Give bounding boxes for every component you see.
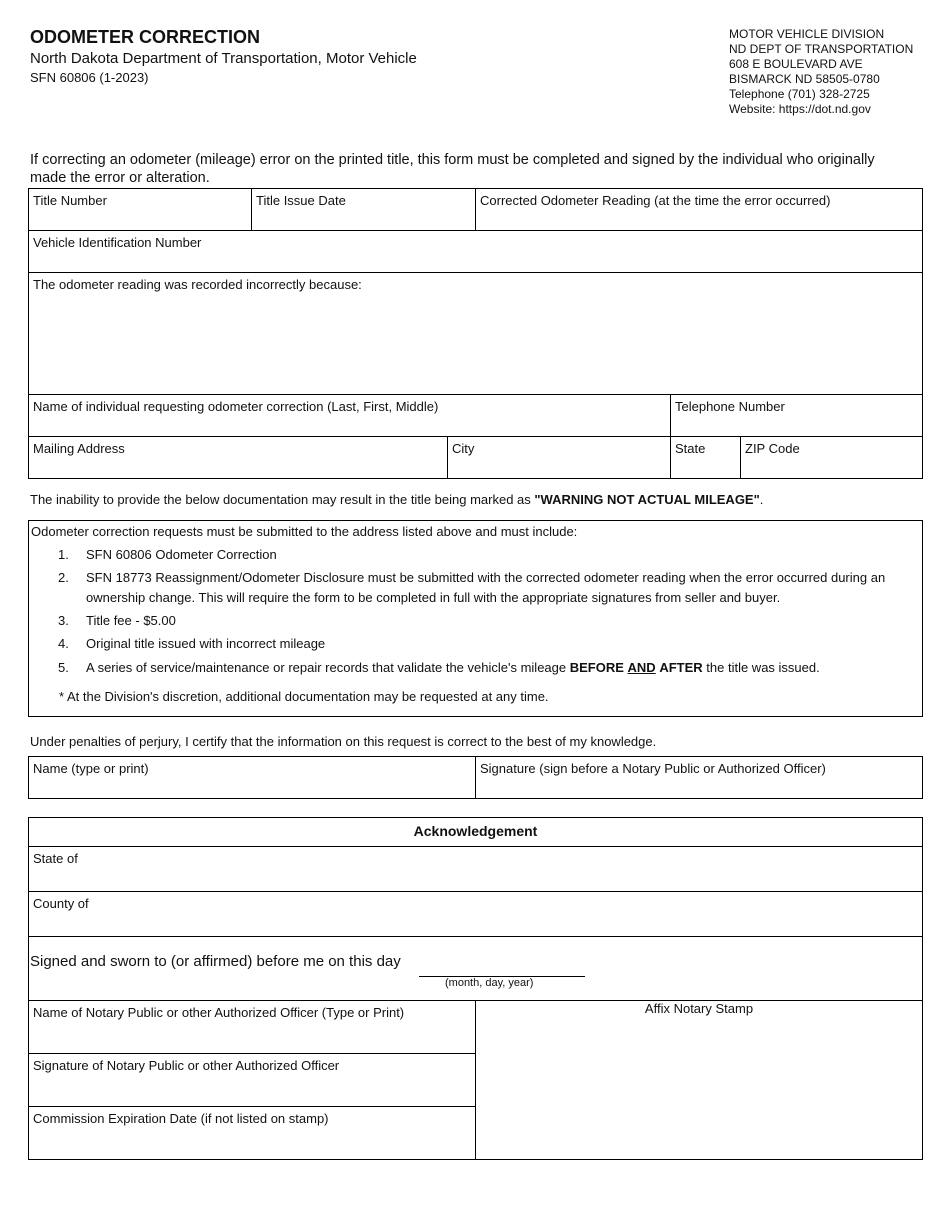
item-text-suffix: the title was issued. <box>702 660 820 675</box>
sworn-text: Signed and sworn to (or affirmed) before me on this day <box>30 953 401 970</box>
zip-label: ZIP Code <box>745 441 800 456</box>
address-phone: Telephone (701) 328-2725 <box>729 87 870 101</box>
address-line: MOTOR VEHICLE DIVISION <box>729 27 885 41</box>
item-number: 5. <box>58 660 69 675</box>
address-line: 608 E BOULEVARD AVE <box>729 57 863 71</box>
requester-name-field[interactable] <box>28 394 671 437</box>
certifier-name-label: Name (type or print) <box>33 761 149 776</box>
vin-label: Vehicle Identification Number <box>33 235 202 250</box>
documentation-heading: Odometer correction requests must be submitted to the address listed above and must include: <box>31 524 578 539</box>
documentation-footnote: * At the Division's discretion, additional documentation may be requested at any time. <box>59 689 549 704</box>
county-of-label: County of <box>33 896 89 911</box>
notary-signature-field[interactable] <box>28 1053 476 1107</box>
address-website: Website: https://dot.nd.gov <box>729 102 871 116</box>
after-emphasis: AFTER <box>659 660 703 675</box>
state-label: State <box>675 441 706 456</box>
mailing-address-label: Mailing Address <box>33 441 125 456</box>
state-of-field[interactable] <box>28 846 923 892</box>
item-number: 3. <box>58 613 69 628</box>
commission-expiration-label: Commission Expiration Date (if not listed on stamp) <box>33 1111 329 1126</box>
zip-field[interactable] <box>740 436 923 479</box>
mailing-address-field[interactable] <box>28 436 448 479</box>
item-text: Title fee - $5.00 <box>86 613 176 628</box>
item-text <box>86 658 916 678</box>
certifier-signature-label: Signature (sign before a Notary Public or Authorized Officer) <box>480 761 826 776</box>
address-line: BISMARCK ND 58505-0780 <box>729 72 880 86</box>
notary-stamp-area[interactable] <box>475 1000 923 1160</box>
requester-name-label: Name of individual requesting odometer correction (Last, First, Middle) <box>33 399 439 414</box>
item-text: SFN 60806 Odometer Correction <box>86 547 277 562</box>
warning-bold: "WARNING NOT ACTUAL MILEAGE" <box>534 492 760 507</box>
city-field[interactable] <box>447 436 671 479</box>
title-issue-date-label: Title Issue Date <box>256 193 346 208</box>
form-title: ODOMETER CORRECTION <box>30 27 261 47</box>
warning-suffix: . <box>759 492 764 507</box>
date-format-hint: (month, day, year) <box>445 977 534 989</box>
title-number-field[interactable] <box>28 188 252 231</box>
certifier-name-field[interactable] <box>28 756 476 799</box>
commission-expiration-field[interactable] <box>28 1106 476 1160</box>
item-text: Original title issued with incorrect mileage <box>86 636 326 651</box>
certifier-signature-field[interactable] <box>475 756 923 799</box>
before-emphasis: BEFORE <box>569 660 624 675</box>
documentation-box <box>28 520 923 717</box>
warning-note <box>30 492 763 507</box>
notary-signature-label: Signature of Notary Public or other Authorized Officer <box>33 1058 340 1073</box>
state-of-label: State of <box>33 851 78 866</box>
vin-field[interactable] <box>28 230 923 273</box>
address-line: ND DEPT OF TRANSPORTATION <box>729 42 914 56</box>
corrected-reading-label: Corrected Odometer Reading (at the time the error occurred) <box>480 193 831 208</box>
notary-stamp-label: Affix Notary Stamp <box>644 1001 754 1016</box>
title-number-label: Title Number <box>33 193 107 208</box>
city-label: City <box>452 441 475 456</box>
item-text: SFN 18773 Reassignment/Odometer Disclosure must be submitted with the corrected odometer reading when the error occurred during an ownership change. This will require the form to be completed in full with the appropriate signatures from seller and buyer. <box>86 570 886 605</box>
corrected-reading-field[interactable] <box>475 188 923 231</box>
telephone-field[interactable] <box>670 394 923 437</box>
form-subtitle: North Dakota Department of Transportation, Motor Vehicle <box>30 50 417 67</box>
item-number: 1. <box>58 547 69 562</box>
form-number: SFN 60806 (1-2023) <box>30 70 149 85</box>
reason-field[interactable] <box>28 272 923 395</box>
division-address <box>729 27 913 117</box>
perjury-statement: Under penalties of perjury, I certify that the information on this request is correct to the best of my knowledge. <box>30 734 657 749</box>
intro-text: If correcting an odometer (mileage) error on the printed title, this form must be completed and signed by the individual who originally made the error or alteration. <box>30 152 875 186</box>
and-emphasis: AND <box>627 660 656 675</box>
item-number: 2. <box>58 570 69 585</box>
notary-name-label: Name of Notary Public or other Authorized Officer (Type or Print) <box>33 1005 405 1020</box>
item-text-prefix: A series of service/maintenance or repair records that validate the vehicle's mileage <box>86 660 570 675</box>
state-field[interactable] <box>670 436 741 479</box>
acknowledgement-title: Acknowledgement <box>28 817 923 847</box>
warning-prefix: The inability to provide the below documentation may result in the title being marked as <box>30 492 535 507</box>
county-of-field[interactable] <box>28 891 923 937</box>
item-number: 4. <box>58 636 69 651</box>
telephone-label: Telephone Number <box>675 399 785 414</box>
title-issue-date-field[interactable] <box>251 188 476 231</box>
reason-label: The odometer reading was recorded incorrectly because: <box>33 277 362 292</box>
notary-name-field[interactable] <box>28 1000 476 1054</box>
